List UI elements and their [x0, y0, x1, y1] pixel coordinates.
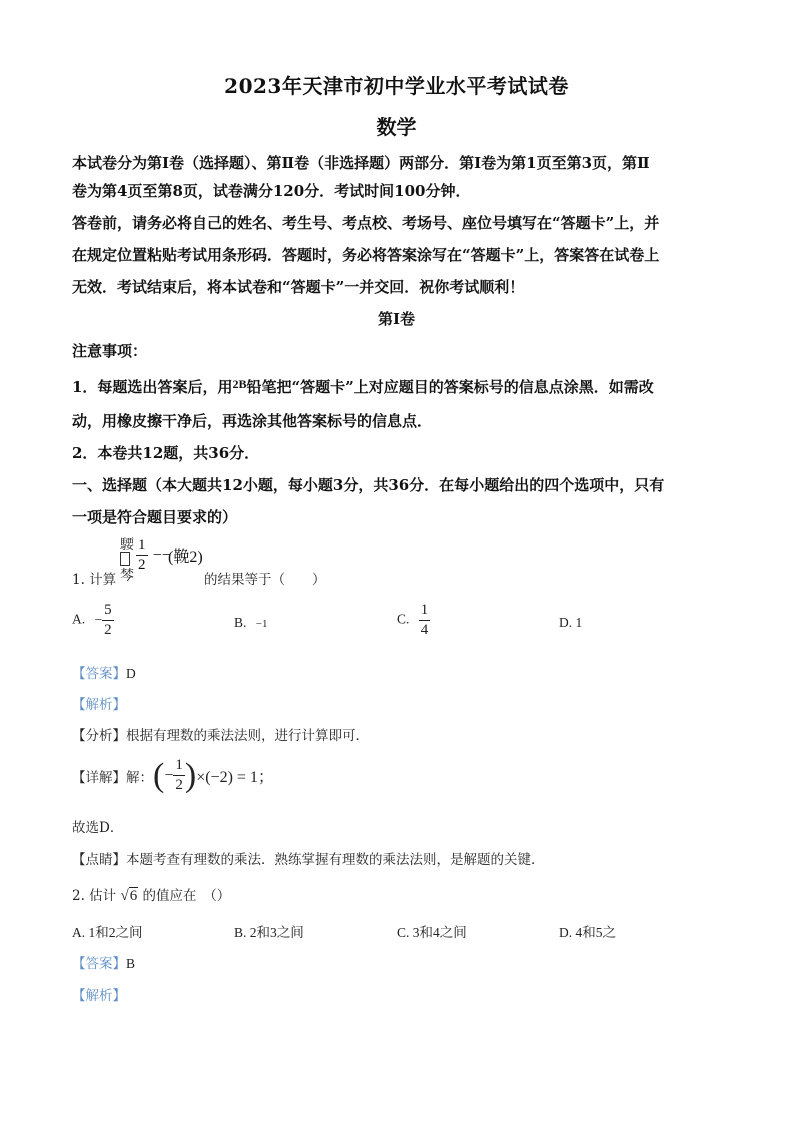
q2-sqrt: √6: [120, 888, 138, 904]
answer-value: D: [126, 666, 136, 681]
note-1-line-2: 动，用橡皮擦干净后，再选涂其他答案标号的信息点．: [72, 412, 433, 430]
answer-tag: 【答案】: [72, 666, 126, 682]
q1-garbled-formula: [120, 538, 134, 583]
part-heading-line-2: 一项是符合题目要求的）: [72, 508, 238, 526]
intro-line-5: 无效．考试结束后，将本试卷和“答题卡”一并交回．祝你考试顺利！: [72, 278, 525, 296]
q2-analysis-tag: 【解析】: [72, 988, 126, 1004]
q1-option-d[interactable]: D. 1: [559, 615, 583, 630]
q1-suffix: 的结果等于（ ）: [204, 572, 326, 588]
answer-value: B: [126, 956, 136, 971]
q1-frac-den: 2: [138, 557, 146, 573]
garbled-glyph-2: [120, 552, 134, 569]
q2-option-d[interactable]: D. 4和5之: [559, 925, 616, 940]
q2-option-b[interactable]: B. 2和3之间: [234, 925, 304, 940]
q1-option-c[interactable]: C. $\frac{1}{4}$: [397, 602, 429, 638]
intro-line-3: 答卷前，请务必将自己的姓名、考生号、考点校、考场号、座位号填写在“答题卡”上，并: [72, 214, 660, 232]
dianjing-text: 本题考查有理数的乘法．熟练掌握有理数的乘法法则，是解题的关键．: [126, 852, 545, 868]
intro-line-4: 在规定位置粘贴考试用条形码．答题时，务必将答案涂写在“答题卡”上，答案答在试卷上: [72, 246, 660, 264]
note-1-part-1: 1．每题选出答案后，用: [72, 378, 233, 396]
q2-stem: [72, 884, 230, 905]
part-heading-line-1: 一、选择题（本大题共12小题，每小题3分，共36分．在每小题给出的四个选项中，只有: [72, 476, 665, 494]
missing-glyph-box-icon: [120, 552, 130, 566]
note-2: 2．本卷共12题，共36分．: [72, 444, 260, 462]
detail-tag: 【详解】: [72, 769, 126, 786]
q1-analysis-tag: 【解析】: [72, 697, 126, 713]
garbled-glyph-1: 騕: [120, 537, 134, 553]
exam-title: 2023年天津市初中学业水平考试试卷: [224, 74, 569, 98]
note-1-part-2: 铅笔把“答题卡”上对应题目的答案标号的信息点涂黑．如需改: [246, 378, 654, 396]
detail-prefix: 解：: [126, 769, 153, 786]
q1-conclusion: 故选D．: [72, 820, 124, 836]
q1-frac-num: 1: [136, 538, 148, 556]
q1-prefix: 1. 计算: [72, 572, 117, 588]
intro-line-1: 本试卷分为第Ⅰ卷（选择题）、第Ⅱ卷（非选择题）两部分．第Ⅰ卷为第1页至第3页，第Ⅱ: [72, 154, 650, 172]
garbled-glyph-3: 棽: [120, 568, 134, 584]
q1-detail: 【详解】 解： ( − $\frac{1}{2}$ ) ×(−2) = 1；: [72, 756, 274, 794]
q1-paren-expr: (鞔2): [168, 549, 203, 566]
fenxi-text: 根据有理数的乘法法则，进行计算即可．: [126, 728, 369, 744]
intro-line-2: 卷为第4页至第8页，试卷满分120分．考试时间100分钟．: [72, 182, 471, 200]
q1-answer: [72, 662, 136, 682]
q1-dianjing: [72, 848, 545, 868]
detail-math-rest: ×(−2) = 1；: [196, 769, 274, 786]
pencil-grade: 2B: [232, 377, 247, 391]
answer-tag: 【答案】: [72, 956, 126, 972]
q2-option-c[interactable]: C. 3和4之间: [397, 925, 467, 940]
q1-option-a[interactable]: A. − $\frac{5}{2}$: [72, 602, 112, 638]
q1-fraction: [136, 538, 171, 573]
q2-answer: [72, 952, 135, 972]
q1-fenxi: [72, 724, 369, 744]
note-1-line-1: [72, 376, 654, 397]
q2-suffix: 的值应在 （）: [142, 888, 231, 904]
dianjing-tag: 【点睛】: [72, 852, 126, 868]
q1-dash: −−: [152, 547, 171, 564]
exam-subject: 数学: [376, 115, 417, 139]
q1-option-b[interactable]: B. −1: [234, 615, 268, 630]
section-heading: 第Ⅰ卷: [377, 310, 416, 328]
q2-option-a[interactable]: A. 1和2之间: [72, 925, 143, 940]
sqrt-icon: √: [120, 888, 129, 904]
fenxi-tag: 【分析】: [72, 728, 126, 744]
notes-heading: 注意事项：: [72, 342, 148, 360]
q2-prefix: 2. 估计: [72, 888, 117, 904]
